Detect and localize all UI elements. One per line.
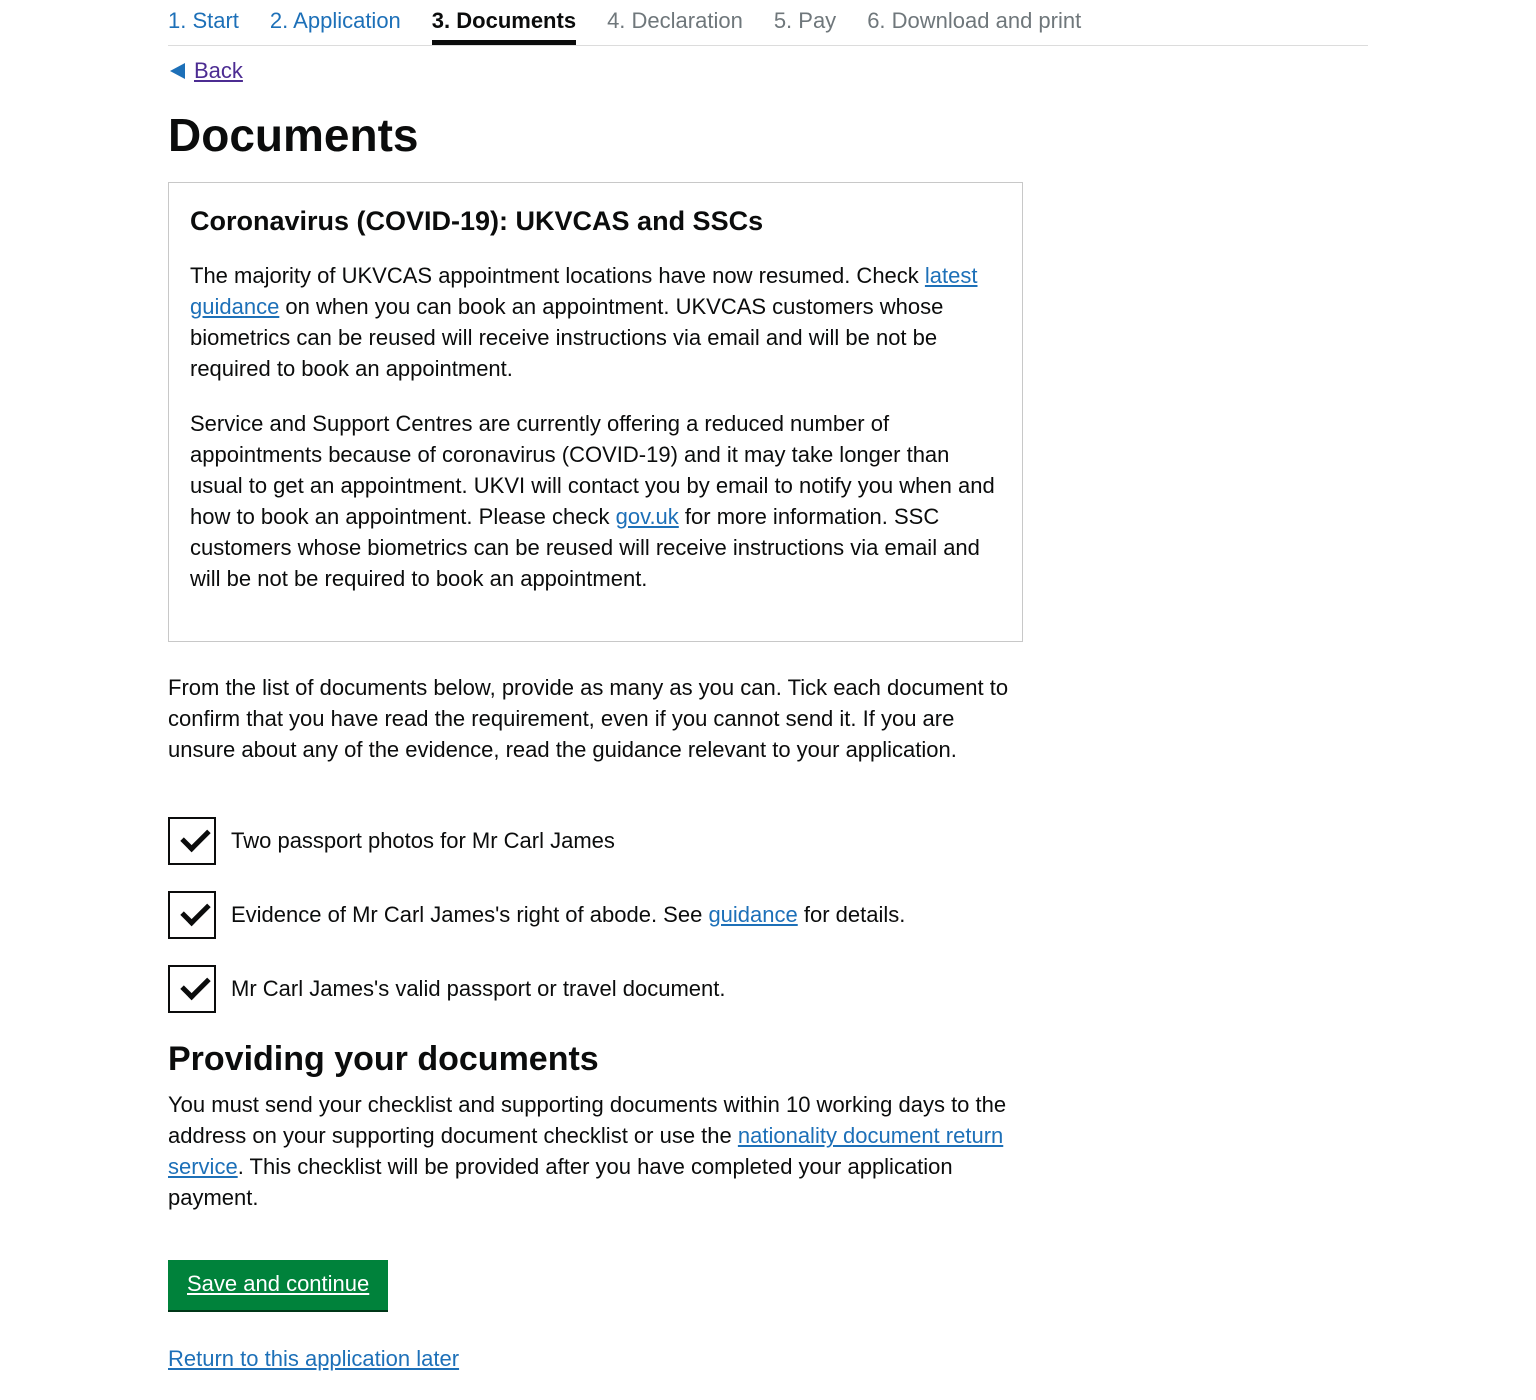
- return-later-row: [168, 1346, 1368, 1372]
- save-and-continue-button[interactable]: Save and continue: [168, 1260, 388, 1310]
- providing-text: . This checklist will be provided after you have completed your application payment.: [168, 1154, 953, 1211]
- checkbox-passport-photos[interactable]: [168, 817, 216, 865]
- covid-notice-panel: [168, 182, 1023, 642]
- checklist-item-right-of-abode[interactable]: [168, 891, 1368, 939]
- notice-text: for more information. SSC customers whose biometrics can be reused will receive instructions via email and will be not be required to book an appointment.: [190, 504, 980, 592]
- checkbox-label-text: Evidence of Mr Carl James's right of abode. See: [231, 901, 709, 927]
- gov-uk-link[interactable]: gov.uk: [615, 504, 679, 530]
- providing-documents-text: [168, 1089, 1023, 1213]
- back-link-row: [168, 56, 1368, 86]
- page-container: [168, 0, 1368, 1372]
- step-download-print: 6. Download and print: [867, 8, 1082, 33]
- providing-documents-heading: Providing your documents: [168, 1039, 599, 1078]
- latest-guidance-link[interactable]: latest guidance: [190, 263, 978, 320]
- step-pay: 5. Pay: [773, 8, 837, 33]
- step-application[interactable]: 2. Application: [269, 8, 401, 33]
- notice-text: Service and Support Centres are currently offering a reduced number of appointments because of coronavirus (COVID-19) and it may take longer than usual to get an appointment. UKVI will contact you by email to notify you when and how to book an appointment. Please check: [190, 411, 995, 530]
- checkbox-label: Mr Carl James's valid passport or travel document.: [231, 975, 726, 1001]
- documents-intro: From the list of documents below, provide as many as you can. Tick each document to confirm that you have read the requirement, even if you cannot send it. If you are unsure about any of the evidence, read the guidance relevant to your application.: [168, 674, 1009, 762]
- page-title: Documents: [168, 109, 419, 161]
- checkbox-label: Two passport photos for Mr Carl James: [231, 827, 615, 853]
- document-checklist: [168, 817, 1368, 1013]
- checkbox-label: [231, 902, 905, 928]
- notice-paragraph-ukvcas: [190, 260, 1001, 384]
- step-declaration: 4. Declaration: [607, 8, 743, 33]
- return-later-link[interactable]: Return to this application later: [168, 1346, 460, 1372]
- notice-text: The majority of UKVCAS appointment locations have now resumed. Check: [190, 263, 925, 289]
- checkbox-label-text: for details.: [797, 901, 906, 927]
- nationality-document-return-link[interactable]: nationality document return service: [168, 1123, 1004, 1180]
- back-arrow-icon: [170, 63, 185, 79]
- step-documents: 3. Documents: [432, 0, 576, 45]
- checklist-item-passport[interactable]: [168, 965, 1368, 1013]
- notice-heading: Coronavirus (COVID-19): UKVCAS and SSCs: [190, 205, 764, 236]
- checkbox-right-of-abode[interactable]: [168, 891, 216, 939]
- checkbox-passport[interactable]: [168, 965, 216, 1013]
- notice-paragraph-ssc: [190, 408, 1001, 594]
- guidance-link[interactable]: guidance: [708, 901, 798, 927]
- step-navigation: [168, 0, 1368, 46]
- back-link[interactable]: Back: [194, 58, 243, 83]
- checklist-item-passport-photos[interactable]: [168, 817, 1368, 865]
- notice-text: on when you can book an appointment. UKVCAS customers whose biometrics can be reused will receive instructions via email and will be not be required to book an appointment.: [190, 294, 944, 382]
- providing-text: You must send your checklist and supporting documents within 10 working days to the address on your supporting document checklist or use the: [168, 1092, 1007, 1149]
- step-start[interactable]: 1. Start: [168, 8, 239, 33]
